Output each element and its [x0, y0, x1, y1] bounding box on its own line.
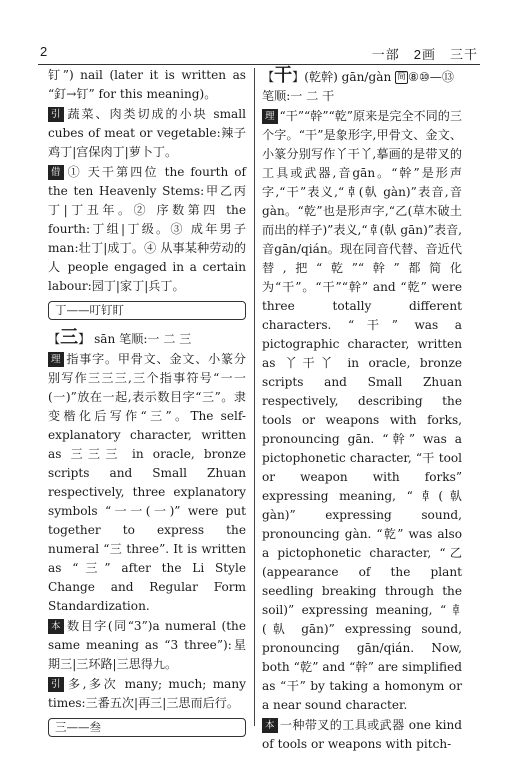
- entry-head-san: [48, 328, 246, 349]
- gan-ben-definition: [262, 716, 462, 754]
- san-li-tag: 理: [48, 352, 64, 367]
- bracket-close: 】: [78, 332, 91, 346]
- continued-text: 钉”) nail (later it is written as “釘→钉” for this meaning)。: [48, 68, 246, 101]
- gan-li-text: “干”“幹”“乾”原来是完全不同的三个字。“干”是象形字,甲骨文、金文、小篆分别写作丫干丫,摹画的是带叉的工具或武器,音gān。“幹”是形声字,“干”表义,“𠦝(倝 gàn)”表音,音gàn。“乾”也是形声字,“乙(草木破土而出的样子)”表义,“𠦝(倝 gān)”表音,音gān/qián。现在同音代替、音近代替,把“乾”“幹”都简化为“干”。“干”“幹” and “乾” were three totally different characters. “干” was a pictographic character, written as 丫干丫 in oracle, bronze scripts and Small Zhuan respectively, describing the tools or weapons with forks, pronouncing gān. “幹” was a pictophonetic character, “干 tool or weapon with forks” expressing meaning, “𠦝(倝 gàn)” expressing sound, pronouncing gàn. “乾” was also a pictophonetic character, “乙(appearance of the plant seedling breaking through the soil)” expressing meaning, “𠦝(倝 gān)” expressing sound, pronouncing gān/qián. Now, both “乾” and “幹” are simplified as “干” by taking a homonym or a near sound character.: [262, 109, 463, 712]
- yin-definition: [48, 105, 246, 162]
- jie-tag: 借: [48, 165, 64, 180]
- gan-variants: (乾幹) gān/gàn: [304, 70, 392, 84]
- yin-tag: 引: [48, 107, 64, 122]
- san-li-text: 指事字。甲骨文、金文、小篆分别写作三三三,三个指事符号“一一(一)”放在一起,表示数目字“三”。隶变楷化后写作“三”。The self-explanatory character, written as 三三三 in oracle, bronze scripts and Small Zhuan respectively, three explanatory symbols “一一(一)” were put together to express the numeral “三 three”. It is written as “三” after the Li Style Change and Regular Form Standardization.: [48, 352, 246, 613]
- compound-box-ding: 丁——叮钉盯: [48, 301, 246, 320]
- stroke-order-gan: 笔顺:一 二 干: [262, 89, 335, 103]
- san-ben-tag: 本: [48, 619, 64, 634]
- jie-definition: [48, 163, 246, 296]
- entry-head-gan: [262, 66, 462, 87]
- yin-text: 蔬菜、肉类切成的小块 small cubes of meat or vegetable:辣子鸡丁|宫保肉丁|萝卜丁。: [48, 107, 246, 159]
- san-yin-text: 多,多次 many; much; many times:三番五次|再三|三思而后行。: [48, 677, 246, 710]
- san-ben-text: 数目字(同“3”)a numeral (the same meaning as “3 three”):星期三|三环路|三思得九。: [48, 619, 246, 671]
- gan-ben-text: 一种带叉的工具或武器 one kind of tools or weapons with pitch-: [262, 718, 462, 751]
- column-divider: [254, 68, 255, 726]
- headword-gan: 干: [274, 65, 293, 86]
- simplified-badge: 简: [397, 72, 407, 82]
- bracket-close: 】: [292, 70, 305, 84]
- page-number: 2: [40, 44, 48, 59]
- compound-box-san: 三——叁: [48, 718, 246, 737]
- section-label: 一部 2画 三干: [371, 47, 478, 62]
- left-column: [48, 66, 246, 737]
- san-yin-definition: [48, 675, 246, 713]
- page-header: [38, 44, 480, 65]
- jie-text: ① 天干第四位 the fourth of the ten Heavenly Stems:甲乙丙丁|丁丑年。② 序数第四 the fourth:丁组|丁级。③ 成年男子 man:壮丁|成丁。④ 从事某种劳动的人 people engaged in a certain labour:园丁|家丁|兵丁。: [48, 165, 246, 293]
- gan-li-tag: 理: [262, 109, 278, 124]
- bracket-open: 【: [262, 70, 275, 84]
- stroke-order-san: 笔顺:一 二 三: [119, 332, 192, 346]
- right-column: [262, 66, 462, 754]
- san-ben-definition: [48, 617, 246, 674]
- bracket-open: 【: [48, 332, 61, 346]
- gan-refs: ⑧⑩—⑬: [408, 70, 454, 84]
- gan-li-definition: [262, 107, 462, 715]
- pinyin-san: sān: [94, 332, 116, 346]
- gan-ben-tag: 本: [262, 718, 278, 733]
- headword-san: 三: [60, 327, 79, 348]
- san-li-definition: [48, 350, 246, 616]
- san-yin-tag: 引: [48, 677, 64, 692]
